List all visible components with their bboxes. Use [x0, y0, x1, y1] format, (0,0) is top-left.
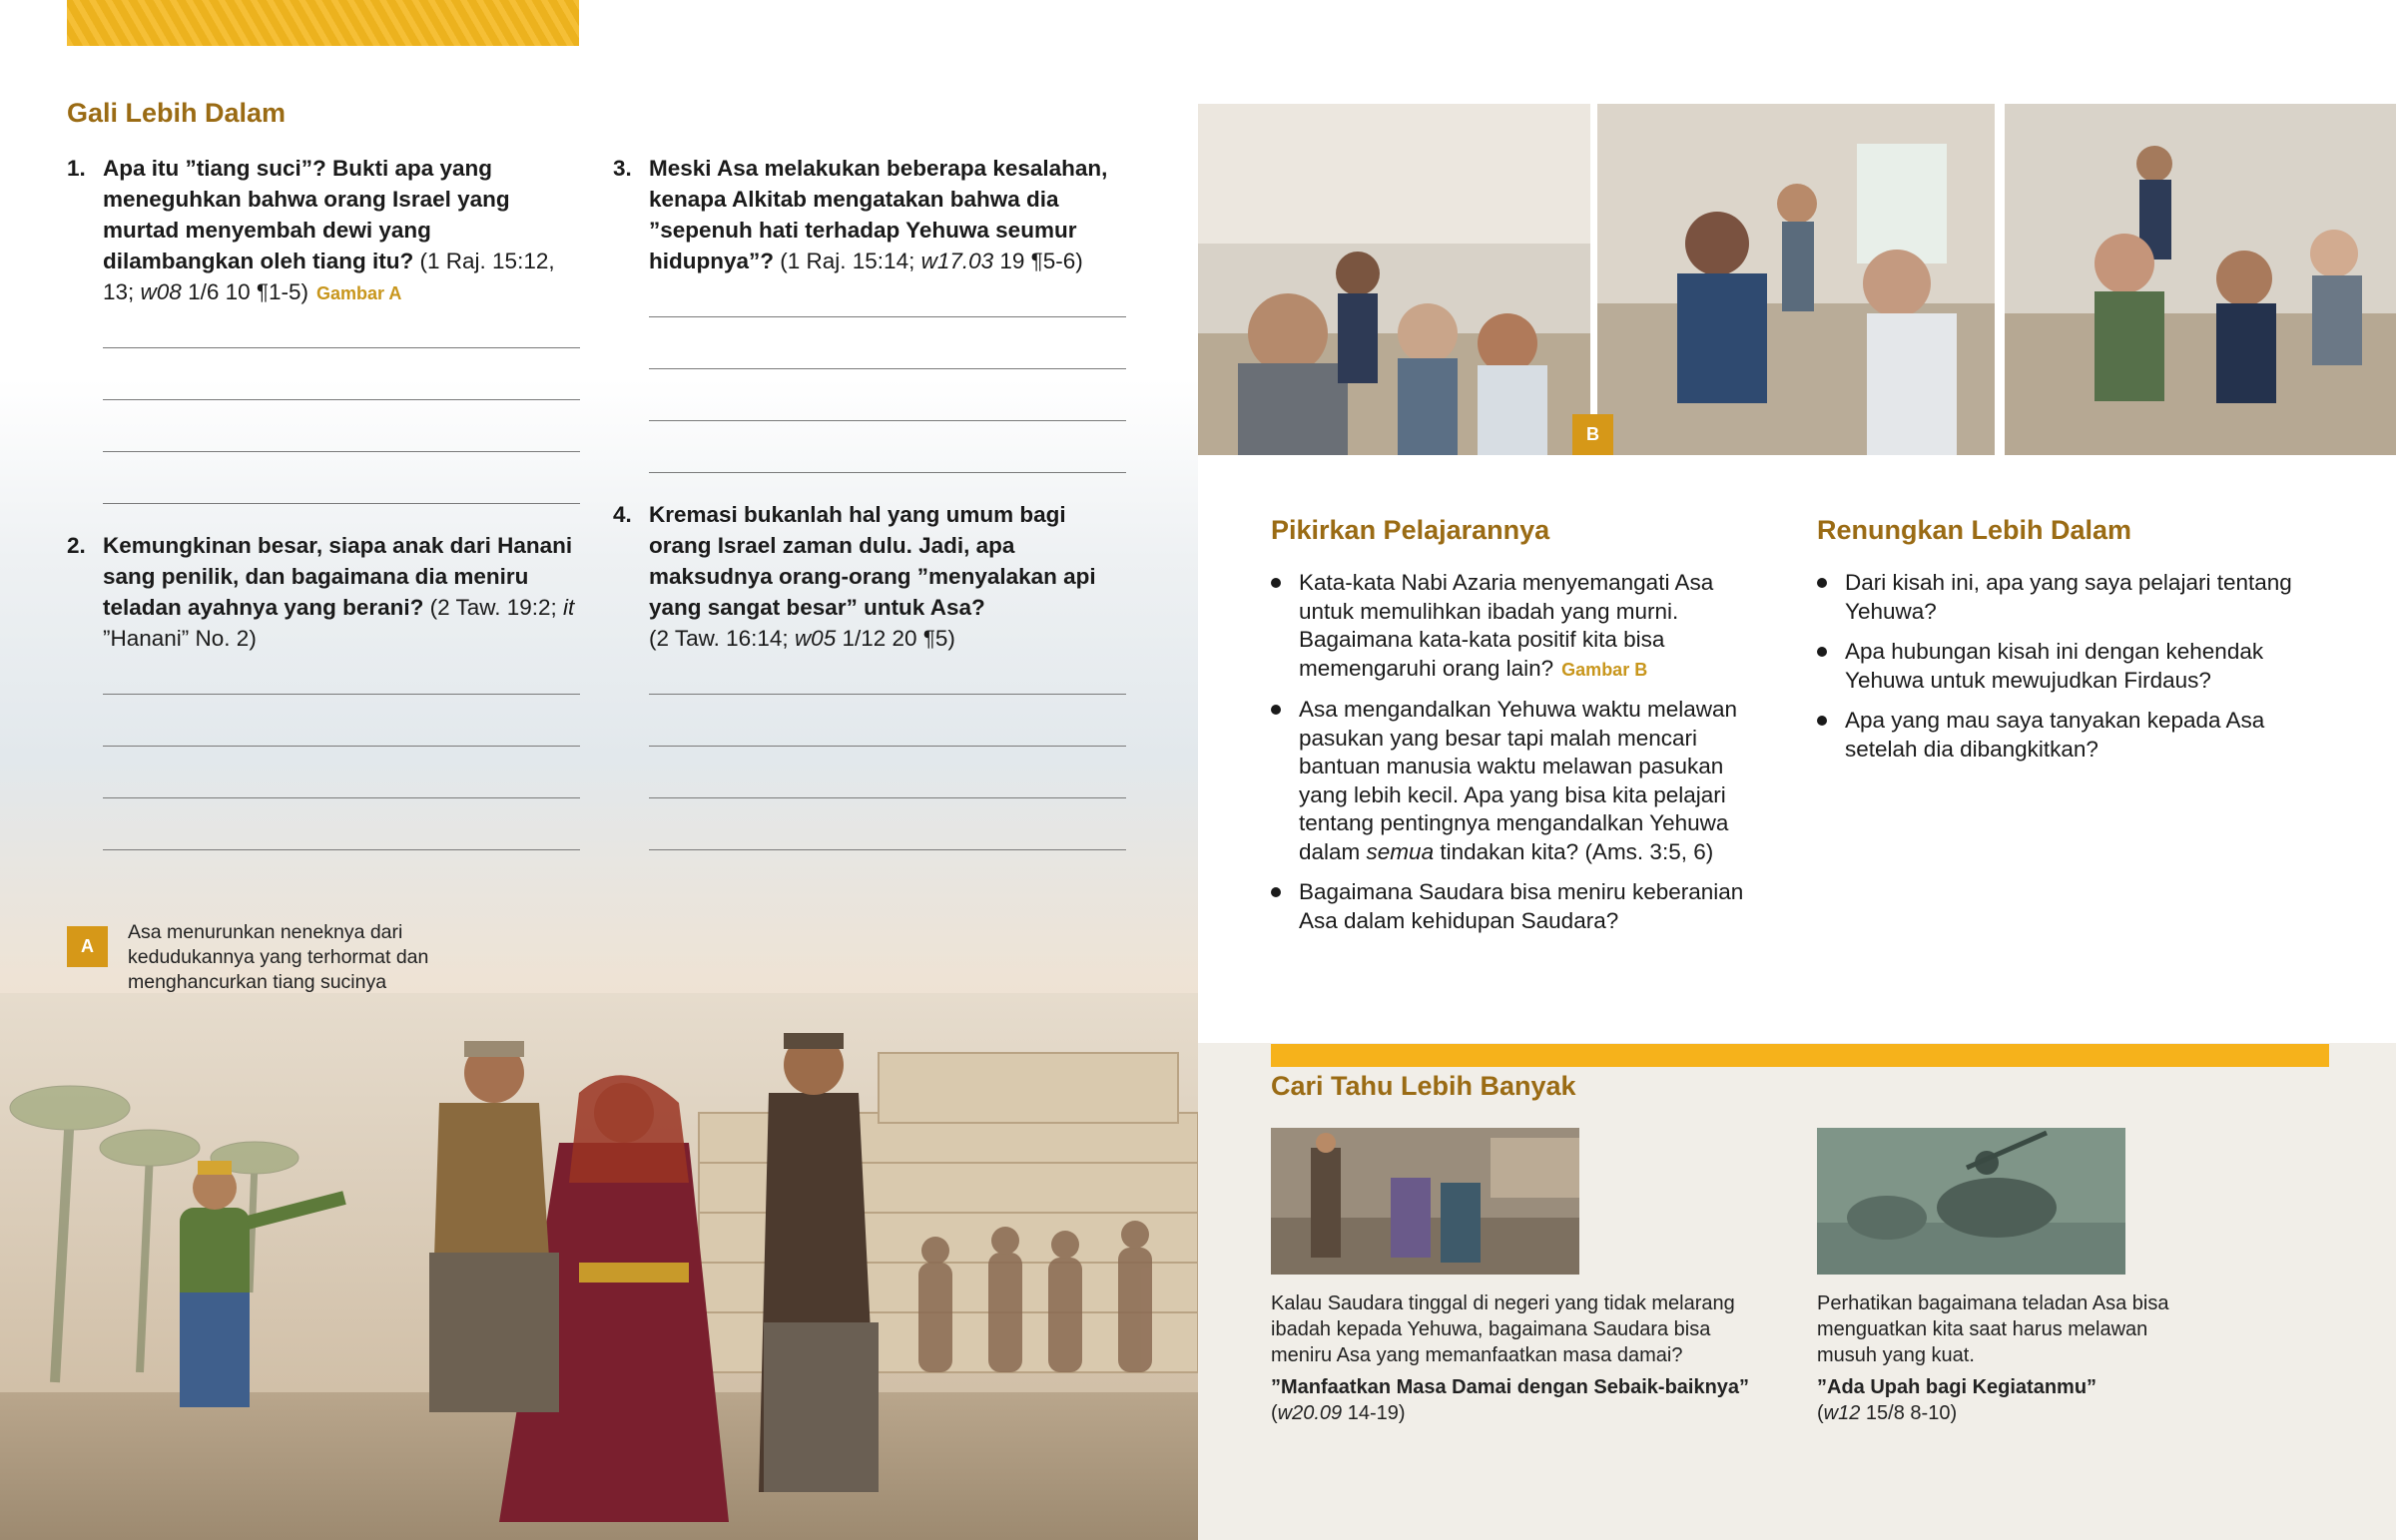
answer-line[interactable]: [103, 451, 580, 452]
answer-line[interactable]: [649, 472, 1126, 473]
answer-line[interactable]: [103, 399, 580, 400]
answer-line[interactable]: [103, 347, 580, 348]
cari-item-link-title[interactable]: ”Manfaatkan Masa Damai dengan Sebaik-baiknya”: [1271, 1376, 1750, 1398]
section-heading-renungkan: Renungkan Lebih Dalam: [1817, 515, 2132, 545]
figure-a-badge: A: [67, 926, 108, 967]
answer-line[interactable]: [649, 849, 1126, 850]
answer-line[interactable]: [649, 316, 1126, 317]
list-item: Asa mengandalkan Yehuwa waktu melawan pasukan yang besar tapi malah mencari bantuan manusia waktu melawan pasukan yang lebih kecil. Apa yang bisa kita pelajari tentang pentingnya mengandalkan Yehuwa dalam semua tindakan kita? (Ams. 3:5, 6): [1271, 696, 1760, 866]
question-text: Meski Asa melakukan beberapa kesalahan, kenapa Alkitab mengatakan bahwa dia ”sepenuh hati terhadap Yehuwa seumur hidupnya”?: [649, 156, 1108, 273]
answer-lines-4[interactable]: [649, 694, 1126, 901]
question-reference: (1 Raj. 15:14; w17.03 19 ¶5-6): [774, 249, 1083, 273]
answer-line[interactable]: [649, 368, 1126, 369]
answer-line[interactable]: [103, 797, 580, 798]
answer-line[interactable]: [649, 797, 1126, 798]
question-number: 1.: [67, 156, 86, 181]
question-text: Kremasi bukanlah hal yang umum bagi orang Israel zaman dulu. Jadi, apa maksudnya orang-orang ”menyalakan api yang sangat besar” untuk Asa?: [649, 502, 1096, 620]
question-text: Kemungkinan besar, siapa anak dari Hanani sang penilik, dan bagaimana dia meniru teladan ayahnya yang berani?: [103, 533, 573, 620]
cari-thumbnail-1[interactable]: [1271, 1128, 1579, 1275]
section-heading-gali: Gali Lebih Dalam: [67, 98, 287, 128]
cari-item-2: [1817, 1290, 2196, 1426]
answer-line[interactable]: [103, 694, 580, 695]
photo-congregation-1: [1198, 104, 1590, 455]
answer-lines-3[interactable]: [649, 316, 1126, 524]
answer-lines-1[interactable]: [103, 347, 580, 555]
question-number: 4.: [613, 502, 632, 527]
question-3: [613, 153, 1126, 276]
question-text: Apa itu ”tiang suci”? Bukti apa yang meneguhkan bahwa orang Israel yang murtad menyembah dewi yang dilambangkan oleh tiang itu?: [103, 156, 510, 273]
question-4: [613, 499, 1126, 654]
answer-line[interactable]: [649, 694, 1126, 695]
list-item: Apa yang mau saya tanyakan kepada Asa setelah dia dibangkitkan?: [1817, 707, 2296, 764]
question-reference: (1 Raj. 15:12, 13; w08 1/6 10 ¶1-5): [103, 249, 555, 304]
question-number: 2.: [67, 533, 86, 558]
cari-item-link-title[interactable]: ”Ada Upah bagi Kegiatanmu”: [1817, 1376, 2097, 1398]
cari-item-description: Kalau Saudara tinggal di negeri yang tidak melarang ibadah kepada Yehuwa, bagaimana Saudara bisa meniru Asa yang memanfaatkan masa damai?: [1271, 1292, 1735, 1366]
decorative-top-bar: [67, 0, 579, 46]
pikirkan-list: [1271, 569, 1760, 947]
question-2: [67, 530, 580, 654]
cari-tahu-accent-bar: [1271, 1044, 2329, 1067]
cari-thumbnail-2[interactable]: [1817, 1128, 2125, 1275]
photo-congregation-2: [1597, 104, 1995, 455]
question-number: 3.: [613, 156, 632, 181]
answer-line[interactable]: [103, 849, 580, 850]
list-item: Kata-kata Nabi Azaria menyemangati Asa untuk memulihkan ibadah yang murni. Bagaimana kata-kata positif kita bisa memengaruhi orang lain? Gambar B: [1271, 569, 1760, 684]
figure-b-badge: B: [1572, 414, 1613, 455]
answer-lines-2[interactable]: [103, 694, 580, 901]
section-heading-cari: Cari Tahu Lebih Banyak: [1271, 1071, 1576, 1101]
list-item: Bagaimana Saudara bisa meniru keberanian Asa dalam kehidupan Saudara?: [1271, 878, 1760, 935]
figure-a-caption: Asa menurunkan neneknya dari kedudukannya yang terhormat dan menghancurkan tiang sucinya: [128, 921, 429, 993]
answer-line[interactable]: [649, 420, 1126, 421]
right-page: [1198, 0, 2396, 1540]
answer-line[interactable]: [103, 746, 580, 747]
illustration-asa-scene: [0, 993, 1198, 1540]
cari-item-reference: (w12 15/8 8-10): [1817, 1402, 1958, 1424]
figure-reference: Gambar A: [315, 283, 402, 303]
question-1: [67, 153, 580, 309]
renungkan-list: [1817, 569, 2296, 775]
cari-item-reference: (w20.09 14-19): [1271, 1402, 1406, 1424]
question-reference: (2 Taw. 16:14; w05 1/12 20 ¶5): [649, 626, 955, 651]
section-heading-pikirkan: Pikirkan Pelajarannya: [1271, 515, 1550, 545]
list-item: Dari kisah ini, apa yang saya pelajari tentang Yehuwa?: [1817, 569, 2296, 626]
answer-line[interactable]: [649, 746, 1126, 747]
answer-line[interactable]: [103, 503, 580, 504]
figure-reference: Gambar B: [1561, 659, 1648, 680]
photo-congregation-3: [2005, 104, 2396, 455]
cari-item-1: [1271, 1290, 1750, 1426]
list-item: Apa hubungan kisah ini dengan kehendak Yehuwa untuk mewujudkan Firdaus?: [1817, 638, 2296, 695]
cari-item-description: Perhatikan bagaimana teladan Asa bisa menguatkan kita saat harus melawan musuh yang kuat.: [1817, 1292, 2169, 1366]
question-reference: (2 Taw. 19:2; it ”Hanani” No. 2): [103, 595, 575, 651]
